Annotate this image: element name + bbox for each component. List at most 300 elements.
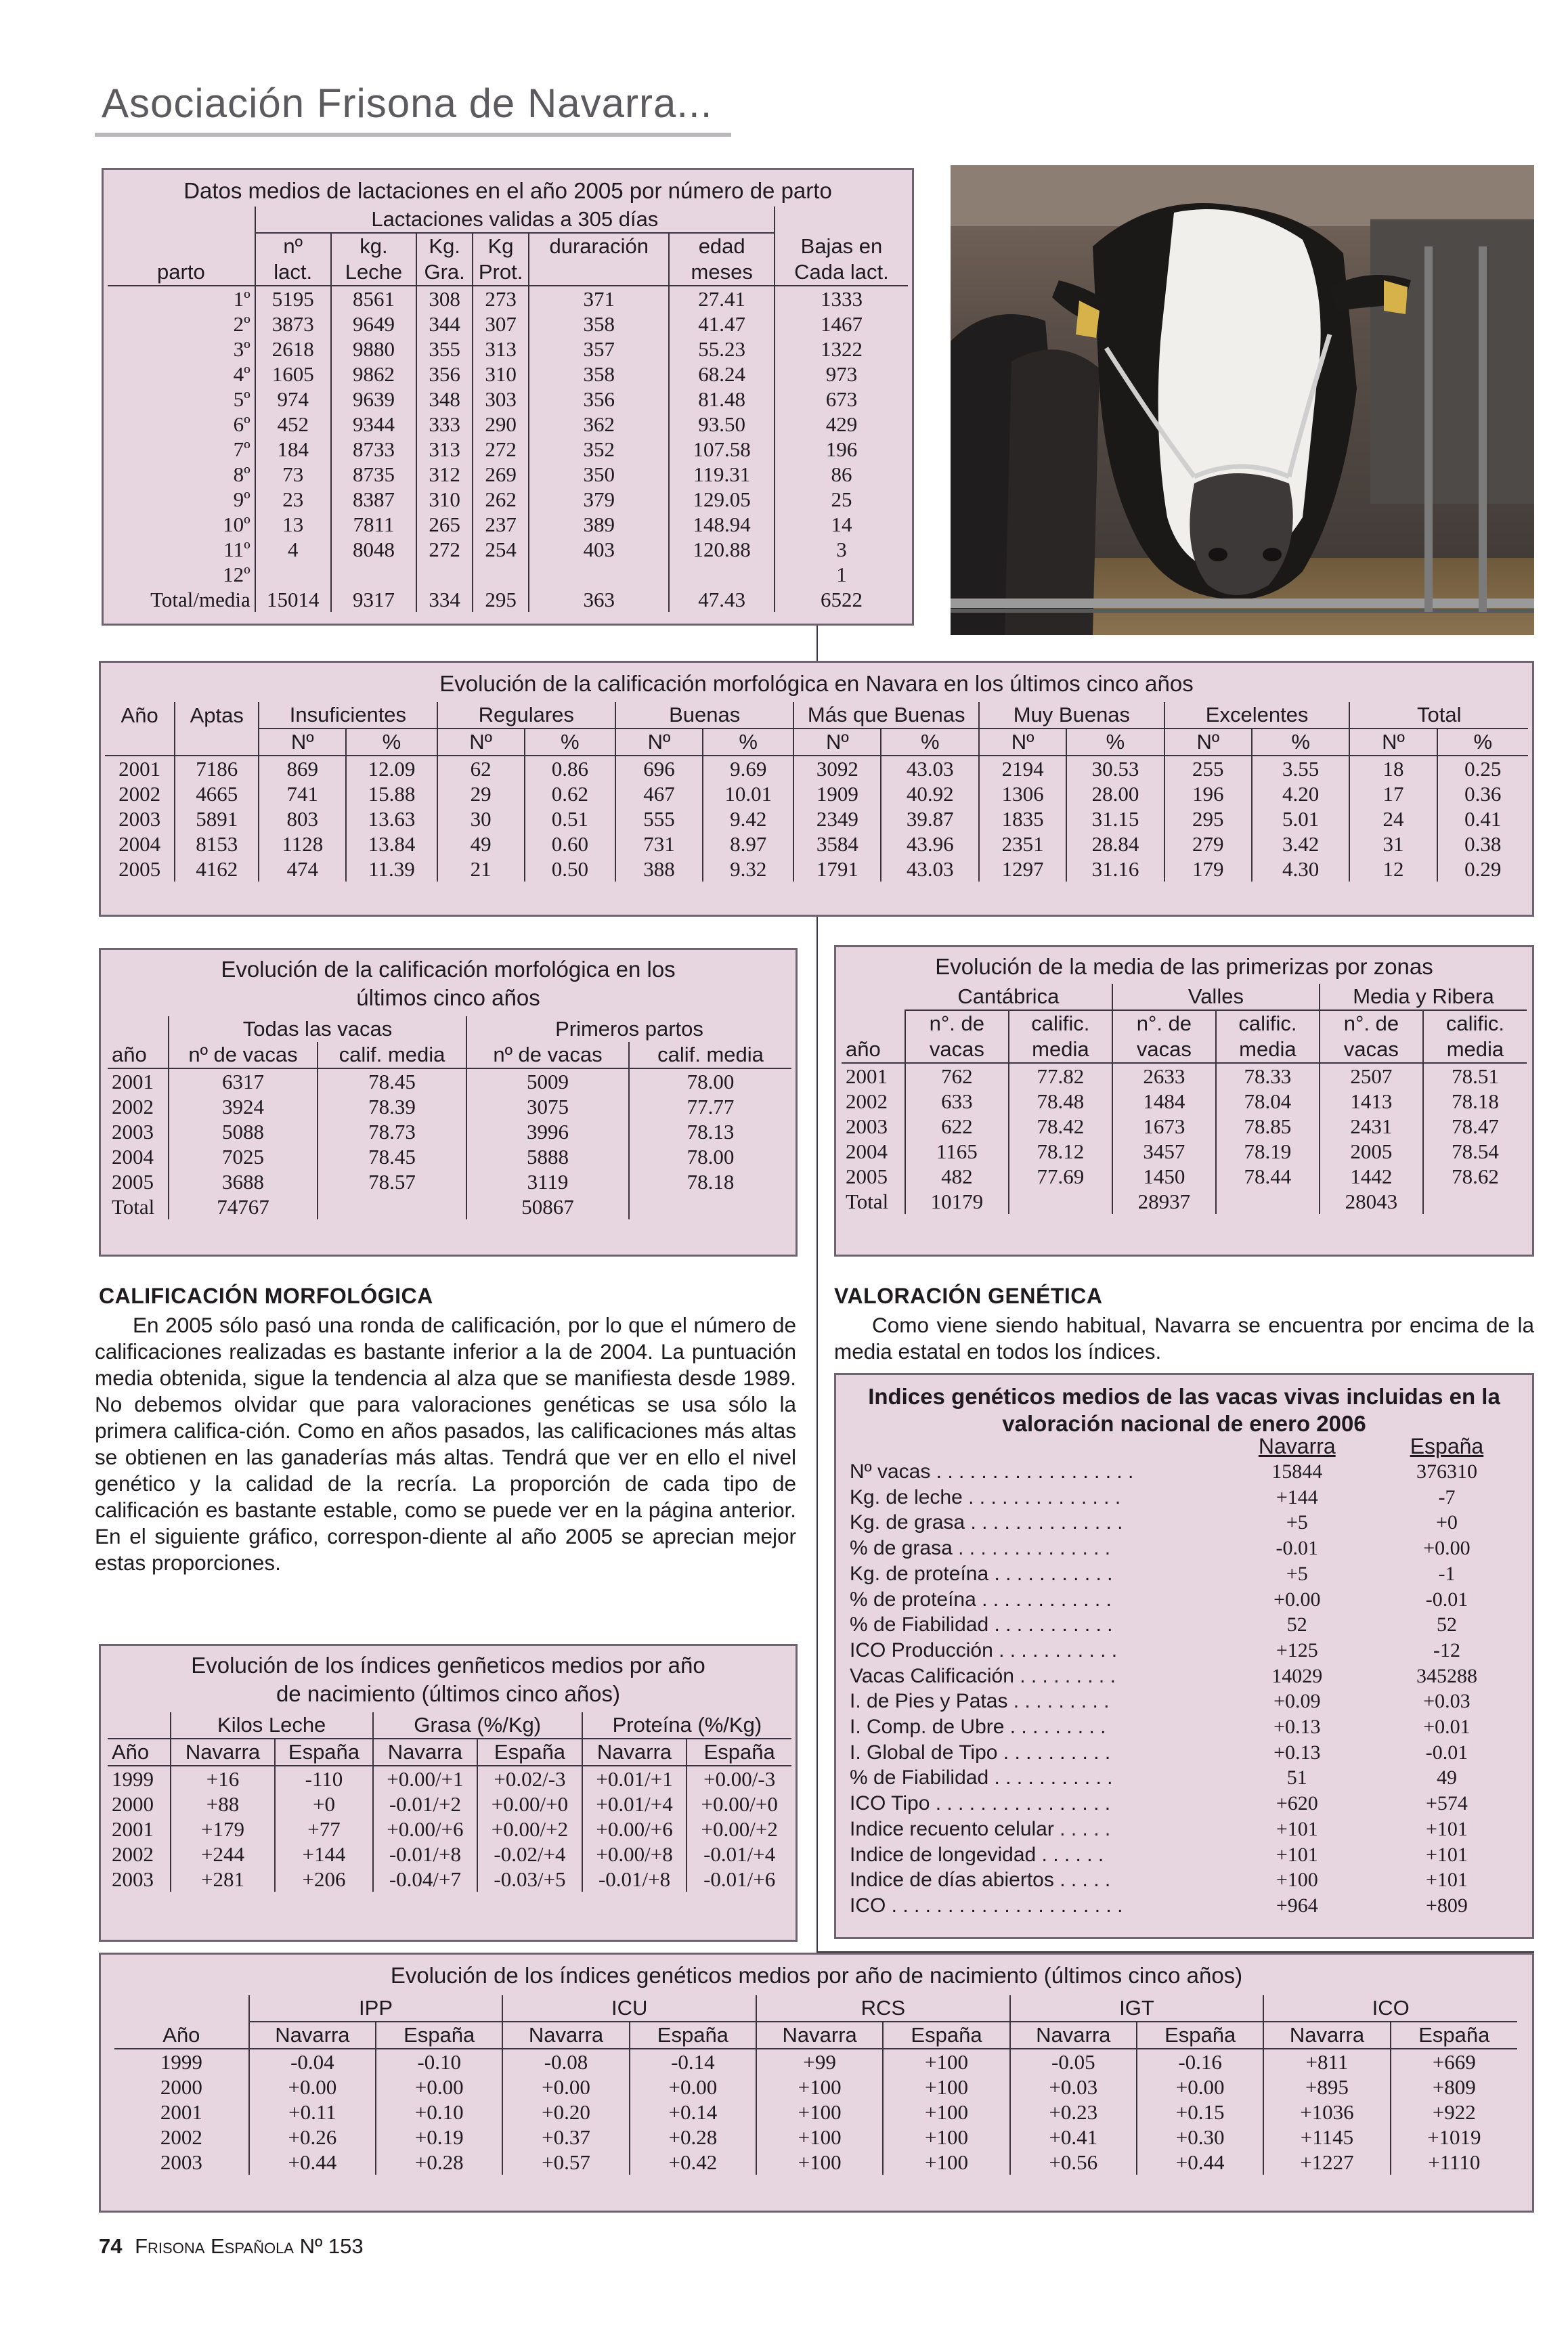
table-cell: 1413	[1320, 1089, 1423, 1114]
table-cell: 0.62	[525, 781, 615, 806]
table-cell: 78.57	[318, 1169, 466, 1194]
table-cell: 148.94	[669, 512, 775, 537]
table-cell: 74767	[169, 1194, 318, 1219]
magazine-name: Frisona Española	[135, 2234, 294, 2258]
table-cell: 1442	[1320, 1164, 1423, 1189]
group-icu: ICU	[502, 1995, 756, 2022]
table-cell: +100	[883, 2150, 1009, 2175]
col-ano: Año	[108, 1739, 171, 1766]
sub-pct: %	[881, 729, 979, 756]
col-aptas: Aptas	[175, 702, 259, 729]
table-cell: 10º	[108, 512, 255, 537]
table-cell: 1909	[793, 781, 881, 806]
col-espana: España	[1410, 1434, 1484, 1458]
table-cell: 28.00	[1066, 781, 1164, 806]
table-cell: +0.23	[1010, 2100, 1137, 2125]
table-cell: 0.51	[525, 806, 615, 831]
table-cell: % de proteína . . . . . . . . . . . .	[850, 1588, 1112, 1611]
table-cell	[416, 562, 473, 587]
table-cell: 78.18	[687, 1170, 735, 1194]
sub-navarra: Navarra	[502, 2022, 629, 2049]
sub-navarra: Navarra	[373, 1739, 478, 1766]
group-media-ribera: Media y Ribera	[1320, 984, 1527, 1010]
table-cell: +574	[1425, 1792, 1468, 1815]
table-cell: 52	[1436, 1613, 1457, 1636]
table-cell: 2349	[793, 806, 881, 831]
section-heading-calificacion: CALIFICACIÓN MORFOLÓGICA	[99, 1284, 433, 1308]
table-cell: 0.41	[1464, 807, 1502, 831]
sub-n: Nº	[1164, 729, 1252, 756]
table-cell: 310	[473, 362, 529, 387]
table-cell: 9.42	[703, 806, 793, 831]
table-cell: 9862	[331, 362, 416, 387]
sub-calif-1: calific.	[1445, 1012, 1505, 1035]
table-cell: +144	[1276, 1485, 1318, 1508]
table-cell: 1128	[259, 831, 346, 856]
table-cell: +101	[1276, 1817, 1318, 1840]
table-cell: +811	[1263, 2049, 1390, 2074]
table-cell: 0.25	[1464, 757, 1502, 781]
table-cell: +0.41	[1010, 2125, 1137, 2150]
table-cell: 2001	[842, 1063, 905, 1089]
table-row	[846, 1485, 1523, 1511]
sub-navarra: Navarra	[582, 1739, 687, 1766]
table-cell: 869	[259, 756, 346, 781]
sub-espana: España	[630, 2022, 756, 2049]
table-cell: 49	[1436, 1766, 1457, 1789]
table-cell: 78.62	[1452, 1165, 1499, 1188]
table-cell: +101	[1425, 1817, 1468, 1840]
genetic-indices-year-grid	[108, 1712, 791, 1892]
table-cell: 2003	[114, 2150, 249, 2175]
sub-n: Nº	[793, 729, 881, 756]
table-cell: +0.00	[1273, 1588, 1321, 1611]
section-body-calificacion	[95, 1312, 796, 1576]
table-cell: 7186	[175, 756, 259, 781]
table-cell: 272	[473, 437, 529, 462]
table-cell: 313	[416, 437, 473, 462]
table-cell: 6º	[108, 412, 255, 437]
table-cell: 78.45	[318, 1144, 466, 1169]
table-cell: 47.43	[669, 587, 775, 612]
table-cell: 3	[836, 538, 847, 561]
primiparous-zones-caption: Evolución de la media de las primerizas por zonas	[935, 954, 1433, 979]
col-prot-1: Kg	[473, 233, 529, 259]
table-cell: 1484	[1112, 1089, 1216, 1114]
table-cell: +620	[1276, 1792, 1318, 1815]
table-row	[108, 1119, 791, 1144]
table-cell: 254	[473, 537, 529, 562]
table-cell: 265	[416, 512, 473, 537]
table-cell: +281	[171, 1867, 276, 1892]
table-cell: 5009	[466, 1068, 629, 1094]
table-cell: 119.31	[669, 462, 775, 487]
lactations-table	[102, 168, 914, 626]
sub-espana: España	[1418, 2023, 1490, 2047]
table-cell: 3075	[466, 1094, 629, 1119]
table-cell: 8.97	[703, 831, 793, 856]
table-row	[846, 1791, 1523, 1817]
table-cell: 2º	[108, 311, 255, 336]
table-cell: -0.03/+5	[477, 1867, 582, 1892]
page-footer	[99, 2234, 364, 2259]
table-row	[114, 2100, 1517, 2125]
table-cell: 974	[255, 387, 331, 412]
table-cell: 196	[1164, 781, 1252, 806]
page-title: Asociación Frisona de Navarra...	[102, 81, 713, 126]
table-row	[846, 1561, 1523, 1587]
table-cell: 1605	[255, 362, 331, 387]
table-cell: 6317	[169, 1068, 318, 1094]
table-cell: 31	[1349, 831, 1437, 856]
table-cell: +0.00	[1137, 2074, 1263, 2100]
table-cell: 51	[1286, 1766, 1307, 1789]
table-cell: 3873	[255, 311, 331, 336]
table-cell: +1019	[1427, 2125, 1481, 2149]
table-cell: 30	[437, 806, 525, 831]
table-cell	[669, 562, 775, 587]
table-cell: Indice recuento celular . . . . .	[850, 1817, 1111, 1840]
table-cell: 2194	[979, 756, 1066, 781]
table-cell: +0.20	[502, 2100, 629, 2125]
table-cell: 78.47	[1452, 1114, 1499, 1138]
table-cell: +101	[1276, 1843, 1318, 1866]
table-cell: +101	[1425, 1843, 1468, 1866]
table-cell: 622	[905, 1114, 1009, 1139]
table-row	[105, 781, 1528, 806]
table-cell: 376310	[1416, 1460, 1477, 1483]
table-cell: 0.60	[525, 831, 615, 856]
table-row	[108, 362, 908, 387]
table-row	[846, 1867, 1523, 1893]
table-cell: 8º	[108, 462, 255, 487]
table-cell: 303	[473, 387, 529, 412]
table-row	[108, 387, 908, 412]
table-cell	[1009, 1189, 1112, 1214]
table-cell: +0.26	[249, 2125, 376, 2150]
table-row	[114, 2049, 1517, 2074]
table-cell: -0.16	[1137, 2049, 1263, 2074]
table-cell: 262	[473, 487, 529, 512]
morphology-navarra-grid	[105, 702, 1528, 882]
table-cell: 39.87	[881, 806, 979, 831]
table-cell: 14029	[1271, 1664, 1323, 1687]
table-cell: 741	[259, 781, 346, 806]
table-cell: 10179	[905, 1189, 1009, 1214]
table-cell: 1791	[793, 856, 881, 882]
table-cell: 452	[255, 412, 331, 437]
col-dur: duraración	[529, 233, 669, 259]
table-cell: 429	[825, 412, 858, 436]
table-cell: +16	[171, 1766, 276, 1791]
table-row	[846, 1740, 1523, 1766]
table-cell: -0.04	[249, 2049, 376, 2074]
table-row	[108, 1144, 791, 1169]
table-cell: 313	[473, 336, 529, 362]
group-ico: ICO	[1263, 1995, 1517, 2022]
table-cell: 8735	[331, 462, 416, 487]
live-cows-caption-1: Indices genéticos medios de las vacas vivas incluidas en la	[868, 1384, 1500, 1409]
table-cell: Total/media	[108, 587, 255, 612]
table-cell: 3º	[108, 336, 255, 362]
column-divider	[816, 626, 818, 662]
sub-espana: España	[376, 2022, 502, 2049]
col-parto: parto	[108, 259, 255, 286]
table-cell	[318, 1194, 466, 1219]
valoracion-paragraph: Como viene siendo habitual, Navarra se encuentra por encima de la media estatal en todos los índices.	[834, 1313, 1534, 1364]
table-cell: 8387	[331, 487, 416, 512]
table-cell: 2001	[108, 1068, 169, 1094]
table-cell: 474	[259, 856, 346, 882]
table-row	[108, 1194, 791, 1219]
calificacion-paragraph: En 2005 sólo pasó una ronda de calificación, por lo que el número de calificaciones realizadas es bastante inferior a la de 2004. La puntuación media obtenida, sigue la tendencia al alza que se manifiesta desde 1989. No debemos olvidar que para valoraciones genéticas se usa sólo la primera califica-ción. Como en años pasados, las calificaciones más altas se obtienen en las ganaderías más altas. Tendrá que ver en ello el nivel genético y la calidad de la recría. La proporción de cada tipo de calificación es bastante estable, como se puede ver en la página anterior. En el siguiente gráfico, correspon-diente al año 2005 se aprecian mejor estas proporciones.	[95, 1313, 796, 1575]
table-cell: 1297	[979, 856, 1066, 882]
table-cell: 279	[1164, 831, 1252, 856]
table-cell: 803	[259, 806, 346, 831]
table-cell: +809	[1425, 1894, 1468, 1917]
group-valles: Valles	[1112, 984, 1320, 1010]
table-cell: Kg. de leche . . . . . . . . . . . . . .	[850, 1485, 1121, 1508]
table-cell: +88	[171, 1791, 276, 1817]
table-cell: 1450	[1112, 1164, 1216, 1189]
table-cell: 7811	[331, 512, 416, 537]
table-cell: 2004	[105, 831, 175, 856]
morphology-navarra-table	[99, 661, 1534, 917]
table-cell: 2003	[842, 1114, 905, 1139]
sub-pct: %	[346, 729, 437, 756]
table-cell: +0.56	[1010, 2150, 1137, 2175]
sub-nvacas-1: n°. de	[1112, 1010, 1216, 1037]
table-cell: 4665	[175, 781, 259, 806]
table-row	[842, 1164, 1527, 1189]
table-row	[842, 1089, 1527, 1114]
table-cell: 403	[529, 537, 669, 562]
table-row	[846, 1510, 1523, 1536]
table-cell: 731	[615, 831, 703, 856]
table-cell: 358	[529, 311, 669, 336]
table-cell: +0.14	[630, 2100, 756, 2125]
table-cell: -0.04/+7	[373, 1867, 478, 1892]
table-cell: +0.00	[249, 2074, 376, 2100]
table-cell: +0.00/-3	[703, 1767, 776, 1791]
table-row	[108, 286, 908, 311]
table-cell: 5891	[175, 806, 259, 831]
lactations-caption: Datos medios de lactaciones en el año 2005 por número de parto	[183, 178, 832, 203]
table-cell: +244	[171, 1842, 276, 1867]
table-cell: 77.77	[687, 1095, 735, 1118]
table-cell: 2618	[255, 336, 331, 362]
col-prot-2: Prot.	[473, 259, 529, 286]
table-row	[108, 562, 908, 587]
table-cell: ICO Producción . . . . . . . . . . .	[850, 1638, 1118, 1661]
table-cell: 2004	[842, 1139, 905, 1164]
table-cell: 8048	[331, 537, 416, 562]
table-cell: 350	[529, 462, 669, 487]
group-regulares: Regulares	[437, 702, 615, 729]
table-cell: 357	[529, 336, 669, 362]
table-row	[846, 1459, 1523, 1485]
group-rcs: RCS	[756, 1995, 1010, 2022]
table-cell: 3.42	[1252, 831, 1350, 856]
table-cell: +0.15	[1137, 2100, 1263, 2125]
table-cell: -110	[275, 1766, 372, 1791]
table-cell: 78.73	[318, 1119, 466, 1144]
table-cell: % de grasa . . . . . . . . . . . . . .	[850, 1537, 1111, 1560]
table-cell: 3119	[466, 1169, 629, 1194]
table-row	[108, 1791, 791, 1817]
table-row	[105, 856, 1528, 882]
table-cell: 9639	[331, 387, 416, 412]
table-cell: 107.58	[669, 437, 775, 462]
sub-n: Nº	[615, 729, 703, 756]
table-cell: -0.05	[1010, 2049, 1137, 2074]
table-cell: 24	[1349, 806, 1437, 831]
table-cell: Kg. de grasa . . . . . . . . . . . . . .	[850, 1511, 1123, 1534]
sub-espana: España	[275, 1739, 372, 1766]
table-cell	[1216, 1189, 1320, 1214]
birth-year-grid	[114, 1995, 1517, 2175]
issue-number: Nº 153	[299, 2234, 364, 2258]
table-cell: +100	[883, 2049, 1009, 2074]
table-cell: 2507	[1320, 1063, 1423, 1089]
table-cell: 21	[437, 856, 525, 882]
table-cell: +0.44	[1137, 2150, 1263, 2175]
table-row	[108, 1766, 791, 1791]
table-cell: 2002	[108, 1094, 169, 1119]
table-cell: 1322	[820, 337, 863, 361]
table-cell: +0.09	[1273, 1690, 1321, 1713]
table-cell: +0.00/+2	[477, 1817, 582, 1842]
table-cell: 1673	[1112, 1114, 1216, 1139]
table-cell: +0.00/+6	[582, 1817, 687, 1842]
table-cell: 12	[1349, 856, 1437, 882]
table-cell: Vacas Calificación . . . . . . . . .	[850, 1664, 1116, 1687]
table-cell: 184	[255, 437, 331, 462]
table-cell: 5.01	[1252, 806, 1350, 831]
table-cell: 78.39	[318, 1094, 466, 1119]
table-cell: +0.57	[502, 2150, 629, 2175]
table-row	[108, 1169, 791, 1194]
sub-pct: %	[1252, 729, 1350, 756]
table-cell: 1835	[979, 806, 1066, 831]
table-cell: 9º	[108, 487, 255, 512]
table-cell: 633	[905, 1089, 1009, 1114]
table-cell: 973	[825, 362, 858, 386]
table-cell: 13	[255, 512, 331, 537]
genetic-indices-live-cows-table	[834, 1373, 1534, 1939]
col-bajas-2: Cada lact.	[794, 260, 889, 284]
col-nvacas: nº de vacas	[466, 1042, 629, 1068]
table-cell: +0.00	[502, 2074, 629, 2100]
col-ano: Año	[105, 702, 175, 729]
table-row	[114, 2150, 1517, 2175]
sub-navarra: Navarra	[756, 2022, 883, 2049]
table-row	[108, 537, 908, 562]
primiparous-zones-table	[834, 945, 1534, 1257]
table-cell: +0.00/+1	[373, 1766, 478, 1791]
table-cell: 11º	[108, 537, 255, 562]
table-cell: 78.18	[1452, 1089, 1499, 1113]
table-cell: 78.12	[1009, 1139, 1112, 1164]
col-navarra: Navarra	[1258, 1434, 1336, 1458]
table-cell: 1999	[114, 2049, 249, 2074]
table-cell: +0.01/+1	[582, 1766, 687, 1791]
table-cell: 371	[529, 286, 669, 311]
sub-nvacas-2: vacas	[905, 1037, 1009, 1063]
table-cell: 77.82	[1009, 1063, 1112, 1089]
table-cell: 73	[255, 462, 331, 487]
table-cell: 78.04	[1216, 1089, 1320, 1114]
table-cell: +0.00/+8	[582, 1842, 687, 1867]
table-cell: 9649	[331, 311, 416, 336]
sub-navarra: Navarra	[1263, 2022, 1390, 2049]
table-cell: +125	[1276, 1638, 1318, 1661]
morphology-five-years-table	[99, 948, 798, 1257]
table-cell: -12	[1433, 1638, 1460, 1661]
table-cell: 25	[831, 487, 852, 511]
table-cell	[529, 562, 669, 587]
table-cell: 2005	[842, 1164, 905, 1189]
table-row	[108, 336, 908, 362]
table-cell: Total	[108, 1194, 169, 1219]
table-cell: +0.19	[376, 2125, 502, 2150]
table-cell: 3584	[793, 831, 881, 856]
table-cell: 78.54	[1452, 1139, 1499, 1163]
table-cell: +1036	[1263, 2100, 1390, 2125]
table-cell: % de Fiabilidad . . . . . . . . . . .	[850, 1613, 1113, 1636]
table-cell: 3688	[169, 1169, 318, 1194]
table-cell: 40.92	[881, 781, 979, 806]
table-cell: -7	[1438, 1485, 1456, 1508]
table-cell: 15.88	[346, 781, 437, 806]
table-cell: 2001	[105, 756, 175, 781]
table-cell: 762	[905, 1063, 1009, 1089]
sub-espana: España	[477, 1739, 582, 1766]
table-cell: +100	[756, 2150, 883, 2175]
table-cell: +669	[1432, 2050, 1476, 2074]
table-cell: 55.23	[669, 336, 775, 362]
sub-nvacas-2: vacas	[1320, 1037, 1423, 1063]
table-cell: 5088	[169, 1119, 318, 1144]
table-cell: Indice de longevidad . . . . . .	[850, 1843, 1104, 1866]
table-cell: +0.02/-3	[477, 1766, 582, 1791]
table-cell: 196	[825, 437, 858, 461]
table-cell: ICO Tipo . . . . . . . . . . . . . . . .	[850, 1792, 1111, 1815]
table-cell: 43.96	[881, 831, 979, 856]
table-cell: +100	[756, 2074, 883, 2100]
table-cell: 0.29	[1464, 857, 1502, 881]
table-cell: 295	[1164, 806, 1252, 831]
table-cell: 3924	[169, 1094, 318, 1119]
table-row	[108, 1867, 791, 1892]
sub-pct: %	[525, 729, 615, 756]
table-cell: 2002	[105, 781, 175, 806]
group-mas-que-buenas: Más que Buenas	[793, 702, 979, 729]
table-cell: 673	[825, 387, 858, 411]
table-cell: 13.63	[346, 806, 437, 831]
table-row	[842, 1063, 1527, 1089]
table-cell: -0.14	[630, 2049, 756, 2074]
table-cell: I. de Pies y Patas . . . . . . . . .	[850, 1690, 1110, 1713]
table-cell: 467	[615, 781, 703, 806]
table-cell: +0.28	[376, 2150, 502, 2175]
table-cell: 78.45	[318, 1068, 466, 1094]
table-row	[108, 437, 908, 462]
table-row	[114, 2074, 1517, 2100]
table-cell: +5	[1286, 1511, 1308, 1534]
table-cell: 379	[529, 487, 669, 512]
table-cell: 29	[437, 781, 525, 806]
